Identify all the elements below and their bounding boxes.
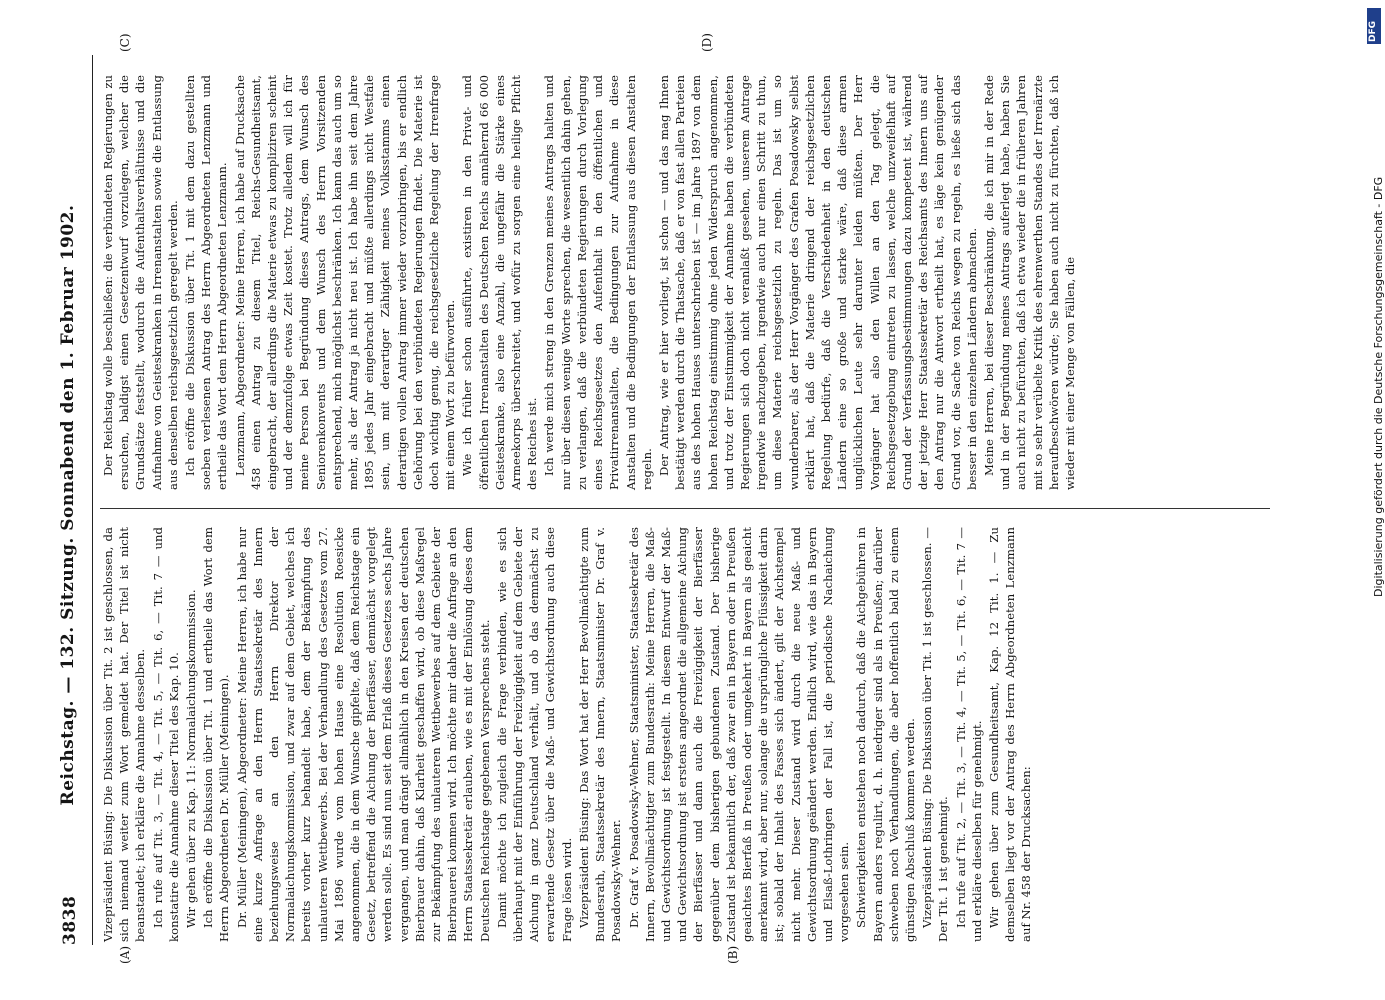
left-column [100,527,1280,942]
paragraph: Ich eröffne die Diskussion über Tit. 1 mit dem dazu gestellten soeben verlesenen Antrag des Herrn Abgeordneten Lenzmann und ertheile das Wort dem Herrn Abgeordneten Lenzmann. [183,75,230,490]
paragraph: Meine Herren, bei dieser Beschränkung, die ich mir in der Rede und in der Begründung meines Antrags auferlegt habe, haben Sie auch nicht zu befürchten, daß ich etwa wieder die in früheren Jahren mit so sehr verübelte Kritik des ehrenwerthen Standes der Irrenärzte heraufbeschwören würde; Sie haben auch nicht zu fürchten, daß ich wieder mit einer Menge von Fällen, die [981,75,1077,490]
paragraph: Ich rufe auf Tit. 2, — Tit. 3, — Tit. 4, — Tit. 5, — Tit. 6, — Tit. 7 — und erkläre dieselben für genehmigt. [953,527,984,942]
right-column [100,75,1280,490]
margin-mark-d: (D) [700,33,714,52]
paragraph: Vizepräsident Büsing: Die Diskussion über Tit. 1 ist geschlossen. — Der Tit. 1 ist genehmigt. [920,527,951,942]
paragraph: Ich eröffne die Diskussion über Tit. 1 und ertheile das Wort dem Herrn Abgeordneten Dr. Müller (Meiningen). [201,527,232,942]
header-rule [92,55,93,945]
paragraph: Wir gehen über zu Kap. 11: Normalaichungskommission. [184,589,199,928]
paragraph: Dr. Müller (Meiningen), Abgeordneter: Meine Herren, ich habe nur eine kurze Anfrage an den Herrn Staatssekretär des Innern beziehungsweise an den Herrn Direktor der Normalaichungskommission, und zwar auf dem Gebiet, welches ich bereits vorher kurz behandelt habe, dem der Bekämpfung des unlauteren Wettbewerbs. Bei der Verhandlung des Gesetzes vom 27. Mai 1896 wurde vom hohen Hause eine Resolution Roesicke angenommen, die in dem Wunsche gipfelte, daß dem Reichstage ein Gesetz, betreffend die Aichung der Bierfässer, demnächst vorgelegt werden solle. Es sind nun seit dem Erlaß dieses Gesetzes sechs Jahre vergangen, und man drängt allmählich in den Kreisen der deutschen Bierbrauer dahin, daß Klarheit geschaffen wird, ob diese Maßregel zur Bekämpfung des unlauteren Wettbewerbes auf dem Gebiete der Bierbrauerei kommen wird. Ich möchte mir daher die Anfrage an den Herrn Staatssekretär erlauben, wie es mit der Einlösung dieses dem Deutschen Reichstage gegebenen Versprechens steht. [234,527,492,942]
paragraph: Wie ich früher schon ausführte, existiren in den Privat- und öffentlichen Irrenanstalten des Deutschen Reichs annähernd 66 000 Geisteskranke, also eine Anzahl, die ungefähr die Stärke eines Armeekorps überschreitet, und wofür zu sorgen eine heilige Pflicht des Reiches ist. [460,75,540,490]
margin-mark-a: (A) [118,945,132,964]
margin-mark-c: (C) [118,33,132,52]
paragraph: Dr. Graf v. Posadowsky-Wehner, Staatsminister, Staatssekretär des Innern, Bevollmächtigter zum Bundesrath: Meine Herren, die Maß- und Gewichtsordnung ist festgestellt. In diesem Entwurf der Maß- und Gewichtsordnung ist erstens angeordnet die allgemeine Aichung der Bierfässer und dann auch die Freizügigkeit der Bierfässer gegenüber dem bisherigen gebundenen Zustand. Der bisherige Zustand ist bekanntlich der, daß zwar ein in Bayern oder in Preußen geaichtes Bierfaß in Preußen oder umgekehrt in Bayern als geaicht anerkannt wird, aber nur, solange die ursprüngliche Flüssigkeit darin ist; sobald der Inhalt des Fasses sich ändert, gilt der Aichstempel nicht mehr. Dieser Zustand wird durch die neue Maß- und Gewichtsordnung geändert werden. Endlich wird, wie das in Bayern und Elsaß-Lothringen der Fall ist, die periodische Nachaichung vorgesehen sein. [626,527,852,942]
paragraph: Vizepräsident Büsing: Die Diskussion über Tit. 2 ist geschlossen, da sich niemand weiter zum Wort gemeldet hat. Der Titel ist nicht beanstandet; ich erkläre die Annahme desselben. [101,527,148,942]
paragraph: Ich rufe auf Tit. 3, — Tit. 4, — Tit. 5, — Tit. 6, — Tit. 7 — und konstatire die Annahme dieser Titel des Kap. 10. [150,527,181,942]
paragraph: Der Reichstag wolle beschließen: die verbündeten Regierungen zu ersuchen, baldigst einen Gesetzentwurf vorzulegen, welcher die Grundsätze feststellt, wodurch die Aufenthaltsverhältnisse und die Aufnahme von Geisteskranken in Irrenanstalten sowie die Entlassung aus denselben reichsgesetzlich geregelt werden. [101,75,180,490]
digitization-note [1372,12,1384,597]
running-title: Reichstag. — 132. Sitzung. Sonnabend den 1. Februar 1902. [58,204,78,806]
paragraph: Ich werde mich streng in den Grenzen meines Antrags halten und nur über diesen wenige Worte sprechen, die wesentlich dahin gehen, zu verlangen, daß die verbündeten Regierungen durch Vorlegung eines Reichsgesetzes den Aufenthalt in den öffentlichen und Privatirrenanstalten, die Bedingungen zur Aufnahme in diese Anstalten und die Bedingungen der Entlassung aus diesen Anstalten regeln. [542,75,654,490]
paragraph: Wir gehen über zum Gesundheitsamt, Kap. 12 Tit. 1. — Zu demselben liegt vor der Antrag des Herrn Abgeordneten Lenzmann auf Nr. 458 der Drucksachen: [986,527,1034,942]
paragraph: Der Antrag, wie er hier vorliegt, ist schon — und das mag Ihnen bestätigt werden durch die Thatsache, daß er von fast allen Parteien aus des hohen Hauses unterschrieben ist — im Jahre 1897 von dem hohen Reichstag einstimmig ohne jeden Widerspruch angenommen, und trotz der Einstimmigkeit der Annahme haben die verbündeten Regierungen sich doch nicht veranlaßt gesehen, unserem Antrage irgendwie nachzugeben, irgendwie auch nur einen Schritt zu thun, um diese Materie reichsgesetzlich zu regeln. Das ist um so wunderbarer, als der Herr Vorgänger des Grafen Posadowsky selbst erklärt hat, daß die Materie dringend der reichsgesetzlichen Regelung bedürfe, daß die Verschiedenheit in den deutschen Ländern eine so große und starke wäre, daß diese armen unglücklichen Leute sehr darunter leiden müßten. Der Herr Vorgänger hat also den Willen an den Tag gelegt, die Reichsgesetzgebung eintreten zu lassen, welche unzweifelhaft auf Grund der Verfassungsbestimmungen dazu kompetent ist, während der jetzige Herr Staatssekretär des Reichsamts des Innern uns auf den Antrag nur die Antwort ertheilt hat, es läge kein genügender Grund vor, die Sache von Reichs wegen zu regeln, es ließe sich das besser in den einzelnen Ländern abmachen. [656,75,979,490]
dfg-logo-text: DFG [1368,20,1378,42]
digitization-note-text: Digitalisierung gefördert durch die Deutsche Forschungsgemeinschaft - DFG [1372,176,1385,597]
page-number: 3838 [60,895,80,945]
page-header [52,65,92,945]
margin-mark-b: (B) [726,945,740,964]
paragraph: Schwierigkeiten entstehen noch dadurch, daß die Aichgebühren in Bayern anders regulirt, d. h. niedriger sind als in Preußen; darüber schweben noch Verhandlungen, die aber hoffentlich bald zu einem günstigen Abschluß kommen werden. [854,527,917,942]
column-divider [100,508,1270,509]
paragraph: Vizepräsident Büsing: Das Wort hat der Herr Bevollmächtigte zum Bundesrath, Staatssekretär des Innern, Staatsminister Dr. Graf v. Posadowsky-Wehner. [576,527,624,942]
paragraph: Damit möchte ich zugleich die Frage verbinden, wie es sich überhaupt mit der Einführung der Freizügigkeit auf dem Gebiete der Aichung in ganz Deutschland verhält, und ob das demnächst zu erwartende Gesetz über die Maß- und Gewichtsordnung auch diese Frage lösen wird. [494,527,574,942]
paragraph: Lenzmann, Abgeordneter: Meine Herren, ich habe auf Drucksache 458 einen Antrag zu diesem Titel, Reichs-Gesundheitsamt, eingebracht, der allerdings die Materie etwas zu kompliziren scheint und der demzufolge etwas Zeit kostet. Trotz alledem will ich für meine Person bei Begründung dieses Antrags, dem Wunsch des Seniorenkonvents und dem Wunsch des Herrn Vorsitzenden entsprechend, mich möglichst beschränken. Ich kann das auch um so mehr, als der Antrag ja nicht neu ist. Ich habe ihn seit dem Jahre 1895 jedes Jahr eingebracht und müßte allerdings nicht Westfale sein, um mit derartiger Zähigkeit meines Volksstamms einen derartigen vollen Antrag immer wieder vorzubringen, bis er endlich Gehörung bei den verbündeten Regierungen findet. Die Materie ist doch wichtig genug, die reichsgesetzliche Regelung der Irrenfrage mit einem Wort zu befürworten. [232,75,458,490]
